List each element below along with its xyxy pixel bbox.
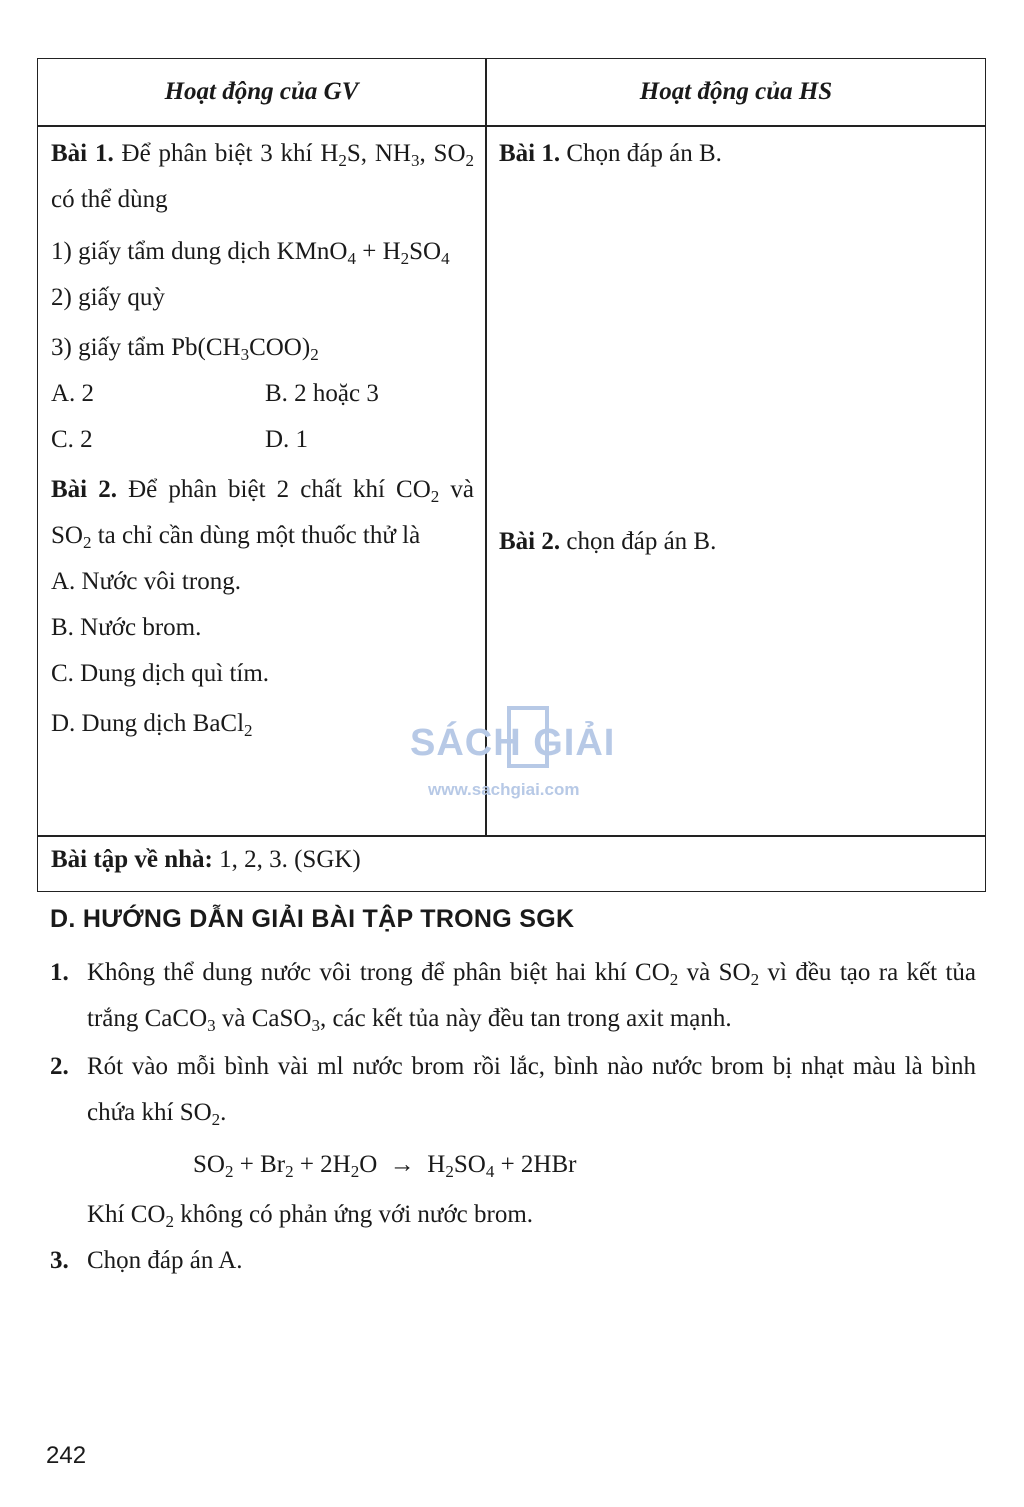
homework-text: 1, 2, 3. (SGK) [219, 846, 361, 873]
bai1-answer-label: Bài 1. [499, 140, 561, 167]
bai2-choice-b: B. Nước brom. [51, 614, 202, 641]
bai2-choice-a: A. Nước vôi trong. [51, 568, 241, 595]
bai1-label: Bài 1. [51, 140, 114, 167]
bai2-question-text: Để phân biệt 2 chất khí $CO_2$ và $SO_2$ ta chỉ cần dùng một thuốc thử là [51, 476, 474, 552]
bai1-choices-cd [51, 417, 474, 463]
bai1-choice-a: A. 2 [51, 380, 95, 407]
bai2-question [51, 467, 474, 559]
bai2-label: Bài 2. [51, 476, 117, 503]
bai1-choice-d: D. 1 [265, 426, 309, 453]
teacher-activity-cell [51, 131, 474, 747]
header-student-activity: Hoạt động của HS [639, 78, 833, 105]
section-d-title: D. HƯỚNG DẪN GIẢI BÀI TẬP TRONG SGK [50, 905, 575, 933]
header-teacher-activity: Hoạt động của GV [164, 78, 359, 105]
bai2-answer [499, 519, 969, 565]
student-activity-cell [499, 131, 969, 565]
item-number: 3. [50, 1247, 69, 1274]
bai1-option-1: 1) giấy tẩm dung dịch KMnO$_4$ + $H_2SO_4$ [51, 238, 450, 268]
watermark-title: SÁCH GIẢI [410, 722, 616, 764]
bai1-choice-c: C. 2 [51, 426, 93, 453]
bai1-choice-b: B. 2 hoặc 3 [265, 380, 379, 407]
bai1-answer [499, 131, 969, 177]
bai1-question [51, 131, 474, 223]
section-d-items [50, 950, 976, 1284]
bai2-choice-d: D. Dung dịch BaCl$_2$ [51, 710, 253, 740]
list-item [50, 950, 976, 1042]
bai1-option-2: 2) giấy quỳ [51, 284, 165, 311]
bai1-question-text: Để phân biệt 3 khí $H_2S$, $NH_3$, $SO_2$ có thể dùng [51, 140, 475, 213]
watermark-url: www.sachgiai.com [428, 780, 580, 799]
item-number: 1. [50, 959, 69, 986]
chemical-equation: $SO_2 + Br_2 + 2H_2O \to H_2SO_4 + 2HBr$ [193, 1151, 577, 1181]
item-text: Rót vào mỗi bình vài ml nước brom rồi lắc, bình nào nước brom bị nhạt màu là bình chứa khí $SO_2$. [87, 1053, 976, 1129]
watermark [410, 704, 620, 800]
header-divider [38, 125, 985, 127]
item-text: Không thể dung nước vôi trong để phân biệt hai khí $CO_2$ và $SO_2$ vì đều tạo ra kết tủa trắng CaCO$_3$ và CaSO$_3$, các kết tủa này đều tan trong axit mạnh. [87, 959, 977, 1035]
bai2-choice-c: C. Dung dịch quì tím. [51, 660, 270, 687]
list-item [50, 1238, 976, 1284]
page-number: 242 [46, 1442, 87, 1469]
bai1-option-3: 3) giấy tẩm $Pb(CH_3COO)_2$ [51, 334, 319, 364]
bai2-answer-label: Bài 2. [499, 528, 561, 555]
bai1-answer-text: Chọn đáp án B. [566, 140, 722, 167]
item-note: Khí $CO_2$ không có phản ứng với nước brom. [87, 1201, 534, 1231]
item-text: Chọn đáp án A. [87, 1247, 243, 1274]
bai2-answer-text: chọn đáp án B. [566, 528, 717, 555]
list-item [50, 1044, 976, 1136]
homework-label: Bài tập về nhà: [51, 846, 213, 873]
item-number: 2. [50, 1053, 69, 1080]
bai1-choices-ab [51, 371, 474, 417]
homework-row [51, 837, 361, 883]
